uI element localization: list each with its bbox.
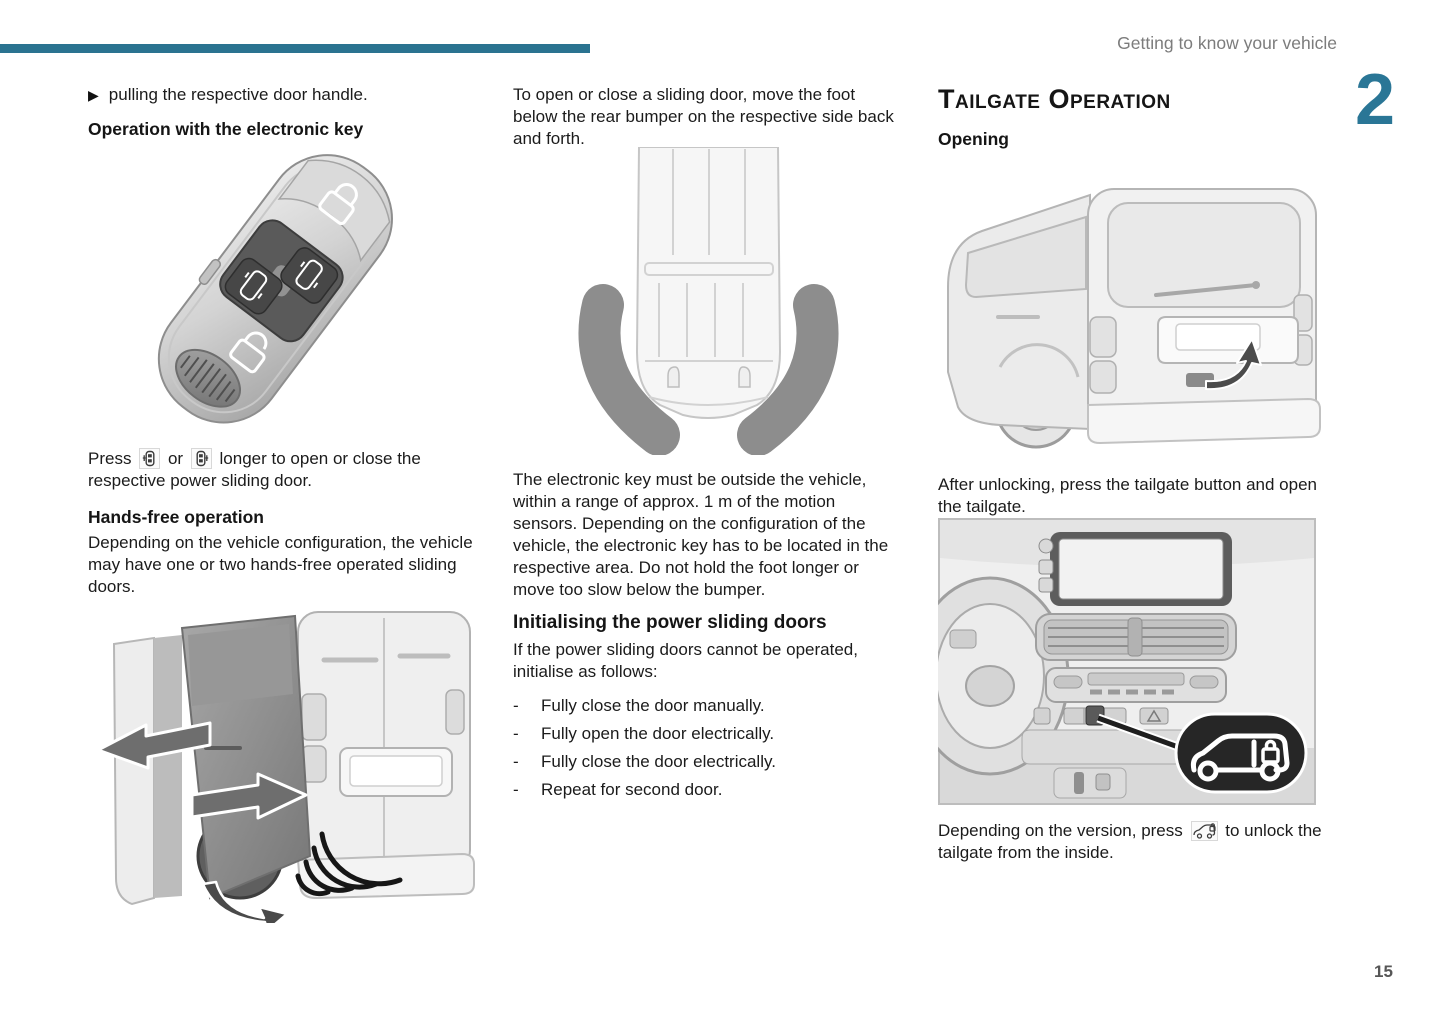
- dash-marker: -: [513, 724, 519, 743]
- dash-marker: -: [513, 780, 519, 799]
- chapter-accent-bar: [0, 44, 590, 53]
- list-item: [513, 723, 903, 745]
- hands-free-paragraph: Depending on the vehicle configuration, the vehicle may have one or two hands-free operated sliding doors.: [88, 533, 473, 596]
- tailgate-unlock-car-icon: [1191, 821, 1218, 841]
- version-text-after: to unlock the tailgate from the inside.: [938, 821, 1322, 862]
- list-item: [513, 779, 903, 801]
- van-rear-illustration: [938, 167, 1326, 460]
- key-range-paragraph: The electronic key must be outside the vehicle, within a range of approx. 1 m of the motion sensors. Depending on the configuration of the vehicle, the electronic key has to be located in the respective area. Do not hold the foot longer or move too slow below the bumper.: [513, 470, 889, 599]
- triangle-bullet-icon: ▶: [88, 87, 99, 103]
- page-number: 15: [1374, 962, 1393, 981]
- version-text-before: Depending on the version, press: [938, 821, 1183, 840]
- heading-tailgate-operation: Tailgate Operation: [938, 84, 1171, 114]
- step-text: Fully close the door electrically.: [541, 752, 776, 771]
- initialise-intro-paragraph: If the power sliding doors cannot be operated, initialise as follows:: [513, 640, 858, 681]
- running-header: Getting to know your vehicle: [1117, 33, 1337, 53]
- dash-marker: -: [513, 696, 519, 715]
- step-text: Repeat for second door.: [541, 780, 723, 799]
- press-text-or: or: [167, 449, 184, 468]
- heading-operation-electronic-key: Operation with the electronic key: [88, 119, 364, 139]
- bullet-item: [88, 84, 476, 106]
- power-sliding-door-left-icon: [139, 448, 160, 469]
- version-paragraph: [938, 820, 1326, 864]
- dashboard-illustration: [938, 518, 1326, 805]
- chapter-number: 2: [1355, 60, 1396, 140]
- heading-hands-free: Hands-free operation: [88, 507, 264, 527]
- heading-opening: Opening: [938, 129, 1009, 149]
- electronic-key-illustration: [118, 152, 428, 432]
- press-paragraph: [88, 448, 476, 492]
- step-text: Fully open the door electrically.: [541, 724, 775, 743]
- initialise-steps-list: [513, 695, 903, 801]
- power-sliding-door-right-icon: [191, 448, 212, 469]
- hands-free-van-illustration: [88, 598, 476, 923]
- bullet-text: pulling the respective door handle.: [108, 85, 368, 104]
- sliding-door-intro-paragraph: To open or close a sliding door, move the foot below the rear bumper on the respective side back and forth.: [513, 85, 894, 148]
- press-text-after: longer to open or close the respective power sliding door.: [88, 449, 421, 490]
- van-top-view-illustration: [561, 147, 903, 455]
- column-right: [938, 84, 1326, 864]
- list-item: [513, 695, 903, 717]
- after-unlock-paragraph: After unlocking, press the tailgate button and open the tailgate.: [938, 475, 1317, 516]
- column-middle: [513, 84, 903, 807]
- dash-marker: -: [513, 752, 519, 771]
- press-text-before: Press: [88, 449, 132, 468]
- heading-initialising: Initialising the power sliding doors: [513, 612, 827, 633]
- van-lock-callout-icon: [1176, 714, 1306, 792]
- column-left: [88, 84, 476, 923]
- step-text: Fully close the door manually.: [541, 696, 765, 715]
- list-item: [513, 751, 903, 773]
